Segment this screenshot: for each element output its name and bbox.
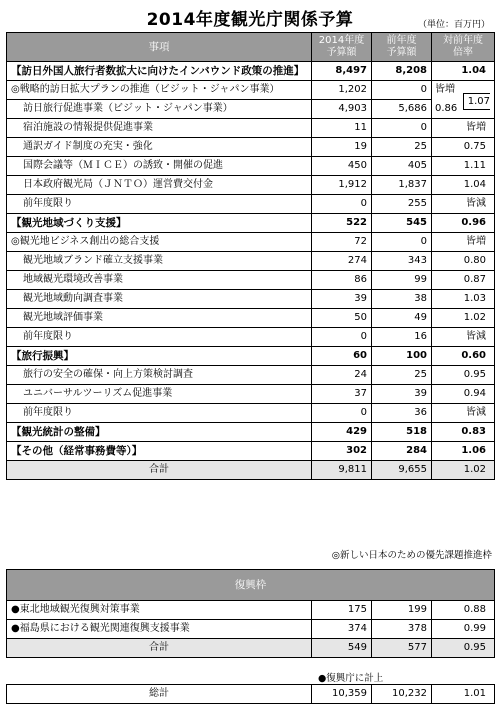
cell-ratio: 0.83 (432, 423, 495, 442)
grand-total-ratio: 1.01 (432, 685, 495, 704)
table-row (7, 195, 495, 214)
header-prev: 前年度 予算額 (372, 33, 432, 62)
cell-value-2014: 50 (312, 309, 372, 328)
cell-ratio: 0.80 (432, 252, 495, 271)
cell-label: 前年度限り (7, 328, 312, 347)
cell-ratio: 0.95 (432, 366, 495, 385)
cell-ratio (432, 81, 495, 119)
cell-ratio: 0.99 (432, 620, 495, 639)
cell-label: 【観光地域づくり支援】 (7, 214, 312, 233)
cell-ratio: 0.96 (432, 214, 495, 233)
cell-value-prev: 0 (372, 119, 432, 138)
table-row (7, 157, 495, 176)
cell-ratio: 0.95 (432, 639, 495, 658)
cell-label: ●東北地域観光復興対策事業 (7, 601, 312, 620)
cell-value-prev: 99 (372, 271, 432, 290)
cell-ratio: 皆増 (432, 119, 495, 138)
cell-label: ●福島県における観光関連復興支援事業 (7, 620, 312, 639)
cell-label: 合計 (7, 461, 312, 480)
cell-value-prev: 25 (372, 366, 432, 385)
cell-label: ◎戦略的訪日拡大プランの推進（ビジット・ジャパン事業） (7, 81, 312, 100)
table-row (7, 290, 495, 309)
cell-ratio: 1.03 (432, 290, 495, 309)
cell-ratio: 0.87 (432, 271, 495, 290)
grand-total-table (6, 684, 495, 704)
table-row (7, 385, 495, 404)
cell-ratio: 皆減 (432, 404, 495, 423)
header-item: 事項 (7, 33, 312, 62)
cell-ratio: 0.75 (432, 138, 495, 157)
section-row (7, 347, 495, 366)
table-row (7, 81, 495, 100)
cell-value-prev: 405 (372, 157, 432, 176)
section-row (7, 62, 495, 81)
cell-value-2014: 429 (312, 423, 372, 442)
cell-label: 旅行の安全の確保・向上方策検討調査 (7, 366, 312, 385)
table-row (7, 404, 495, 423)
cell-label: 前年度限り (7, 195, 312, 214)
cell-value-prev: 38 (372, 290, 432, 309)
cell-label: 【観光統計の整備】 (7, 423, 312, 442)
cell-label: ◎観光地ビジネス創出の総合支援 (7, 233, 312, 252)
cell-value-2014: 39 (312, 290, 372, 309)
cell-value-2014: 302 (312, 442, 372, 461)
cell-value-2014: 0 (312, 195, 372, 214)
cell-value-2014: 24 (312, 366, 372, 385)
cell-ratio: 1.04 (432, 176, 495, 195)
cell-value-2014: 86 (312, 271, 372, 290)
cell-label: 合計 (7, 639, 312, 658)
cell-value-2014: 72 (312, 233, 372, 252)
reconstruction-note: ●復興庁に計上 (318, 673, 384, 684)
cell-ratio: 1.11 (432, 157, 495, 176)
cell-value-prev: 16 (372, 328, 432, 347)
cell-label: 【その他（経常事務費等）】 (7, 442, 312, 461)
budget-table (6, 32, 495, 480)
cell-ratio: 0.94 (432, 385, 495, 404)
grand-total-2014: 10,359 (312, 685, 372, 704)
header-ratio: 対前年度 倍率 (432, 33, 495, 62)
section-row (7, 214, 495, 233)
cell-value-2014: 9,811 (312, 461, 372, 480)
cell-value-prev: 8,208 (372, 62, 432, 81)
cell-value-prev: 284 (372, 442, 432, 461)
cell-label: 地域観光環境改善事業 (7, 271, 312, 290)
table-row (7, 176, 495, 195)
cell-label: 【旅行振興】 (7, 347, 312, 366)
cell-value-prev: 378 (372, 620, 432, 639)
ratio-text: 0.86 (435, 103, 458, 114)
cell-ratio: 皆増 (432, 233, 495, 252)
cell-ratio: 0.88 (432, 601, 495, 620)
reconstruction-header-row (7, 570, 495, 601)
cell-label: 訪日旅行促進事業（ビジット・ジャパン事業） (7, 100, 312, 119)
table-row (7, 252, 495, 271)
cell-label: 日本政府観光局（ＪＮＴＯ）運営費交付金 (7, 176, 312, 195)
cell-value-prev: 545 (372, 214, 432, 233)
cell-value-prev: 199 (372, 601, 432, 620)
cell-value-2014: 175 (312, 601, 372, 620)
cell-value-2014: 60 (312, 347, 372, 366)
table-row (7, 271, 495, 290)
table-row (7, 328, 495, 347)
cell-ratio: 1.06 (432, 442, 495, 461)
cell-label: 国際会議等（ＭＩＣＥ）の誘致・開催の促進 (7, 157, 312, 176)
cell-value-prev: 49 (372, 309, 432, 328)
table-row (7, 138, 495, 157)
page-title: 2014年度観光庁関係予算 (146, 10, 354, 30)
table-row (7, 620, 495, 639)
cell-value-2014: 274 (312, 252, 372, 271)
cell-value-2014: 549 (312, 639, 372, 658)
cell-value-prev: 518 (372, 423, 432, 442)
bracket-ratio: 1.07 (463, 93, 490, 110)
cell-value-prev: 343 (372, 252, 432, 271)
cell-label: 前年度限り (7, 404, 312, 423)
cell-ratio: 皆減 (432, 328, 495, 347)
section-row (7, 442, 495, 461)
cell-label: 【訪日外国人旅行者数拡大に向けたインバウンド政策の推進】 (7, 62, 312, 81)
total-row (7, 461, 495, 480)
cell-value-2014: 4,903 (312, 100, 372, 119)
cell-value-2014: 1,912 (312, 176, 372, 195)
cell-ratio: 0.60 (432, 347, 495, 366)
cell-value-2014: 0 (312, 328, 372, 347)
cell-label: 宿泊施設の情報提供促進事業 (7, 119, 312, 138)
cell-value-prev: 0 (372, 81, 432, 100)
cell-label: ユニバーサルツーリズム促進事業 (7, 385, 312, 404)
header-fy2014: 2014年度 予算額 (312, 33, 372, 62)
cell-value-2014: 37 (312, 385, 372, 404)
grand-total-prev: 10,232 (372, 685, 432, 704)
cell-value-2014: 374 (312, 620, 372, 639)
table-row (7, 366, 495, 385)
cell-value-2014: 11 (312, 119, 372, 138)
cell-value-prev: 9,655 (372, 461, 432, 480)
unit-label: （単位：百万円） (417, 20, 490, 30)
cell-label: 観光地域動向調査事業 (7, 290, 312, 309)
table-header-row (7, 33, 495, 62)
cell-label: 通訳ガイド制度の充実・強化 (7, 138, 312, 157)
reconstruction-header: 復興枠 (7, 570, 495, 601)
reconstruction-table (6, 569, 495, 658)
cell-value-prev: 100 (372, 347, 432, 366)
cell-value-prev: 36 (372, 404, 432, 423)
cell-ratio: 1.02 (432, 309, 495, 328)
cell-value-2014: 19 (312, 138, 372, 157)
cell-label: 観光地域評価事業 (7, 309, 312, 328)
table-row (7, 309, 495, 328)
cell-value-2014: 1,202 (312, 81, 372, 100)
cell-value-2014: 8,497 (312, 62, 372, 81)
cell-value-prev: 39 (372, 385, 432, 404)
cell-value-prev: 25 (372, 138, 432, 157)
cell-value-prev: 577 (372, 639, 432, 658)
priority-note: ◎新しい日本のための優先課題推進枠 (331, 550, 492, 561)
cell-ratio: 1.04 (432, 62, 495, 81)
cell-ratio: 皆減 (432, 195, 495, 214)
cell-value-2014: 450 (312, 157, 372, 176)
table-row (7, 601, 495, 620)
section-row (7, 423, 495, 442)
cell-value-prev: 1,837 (372, 176, 432, 195)
cell-ratio: 1.02 (432, 461, 495, 480)
cell-label: 観光地域ブランド確立支援事業 (7, 252, 312, 271)
table-row (7, 233, 495, 252)
ratio-text: 皆増 (435, 84, 455, 95)
table-row (7, 100, 495, 119)
table-row (7, 119, 495, 138)
cell-value-prev: 0 (372, 233, 432, 252)
grand-total-row (7, 685, 495, 704)
cell-value-prev: 255 (372, 195, 432, 214)
cell-value-2014: 0 (312, 404, 372, 423)
cell-value-prev: 5,686 (372, 100, 432, 119)
total-row (7, 639, 495, 658)
cell-value-2014: 522 (312, 214, 372, 233)
grand-total-label: 総計 (7, 685, 312, 704)
